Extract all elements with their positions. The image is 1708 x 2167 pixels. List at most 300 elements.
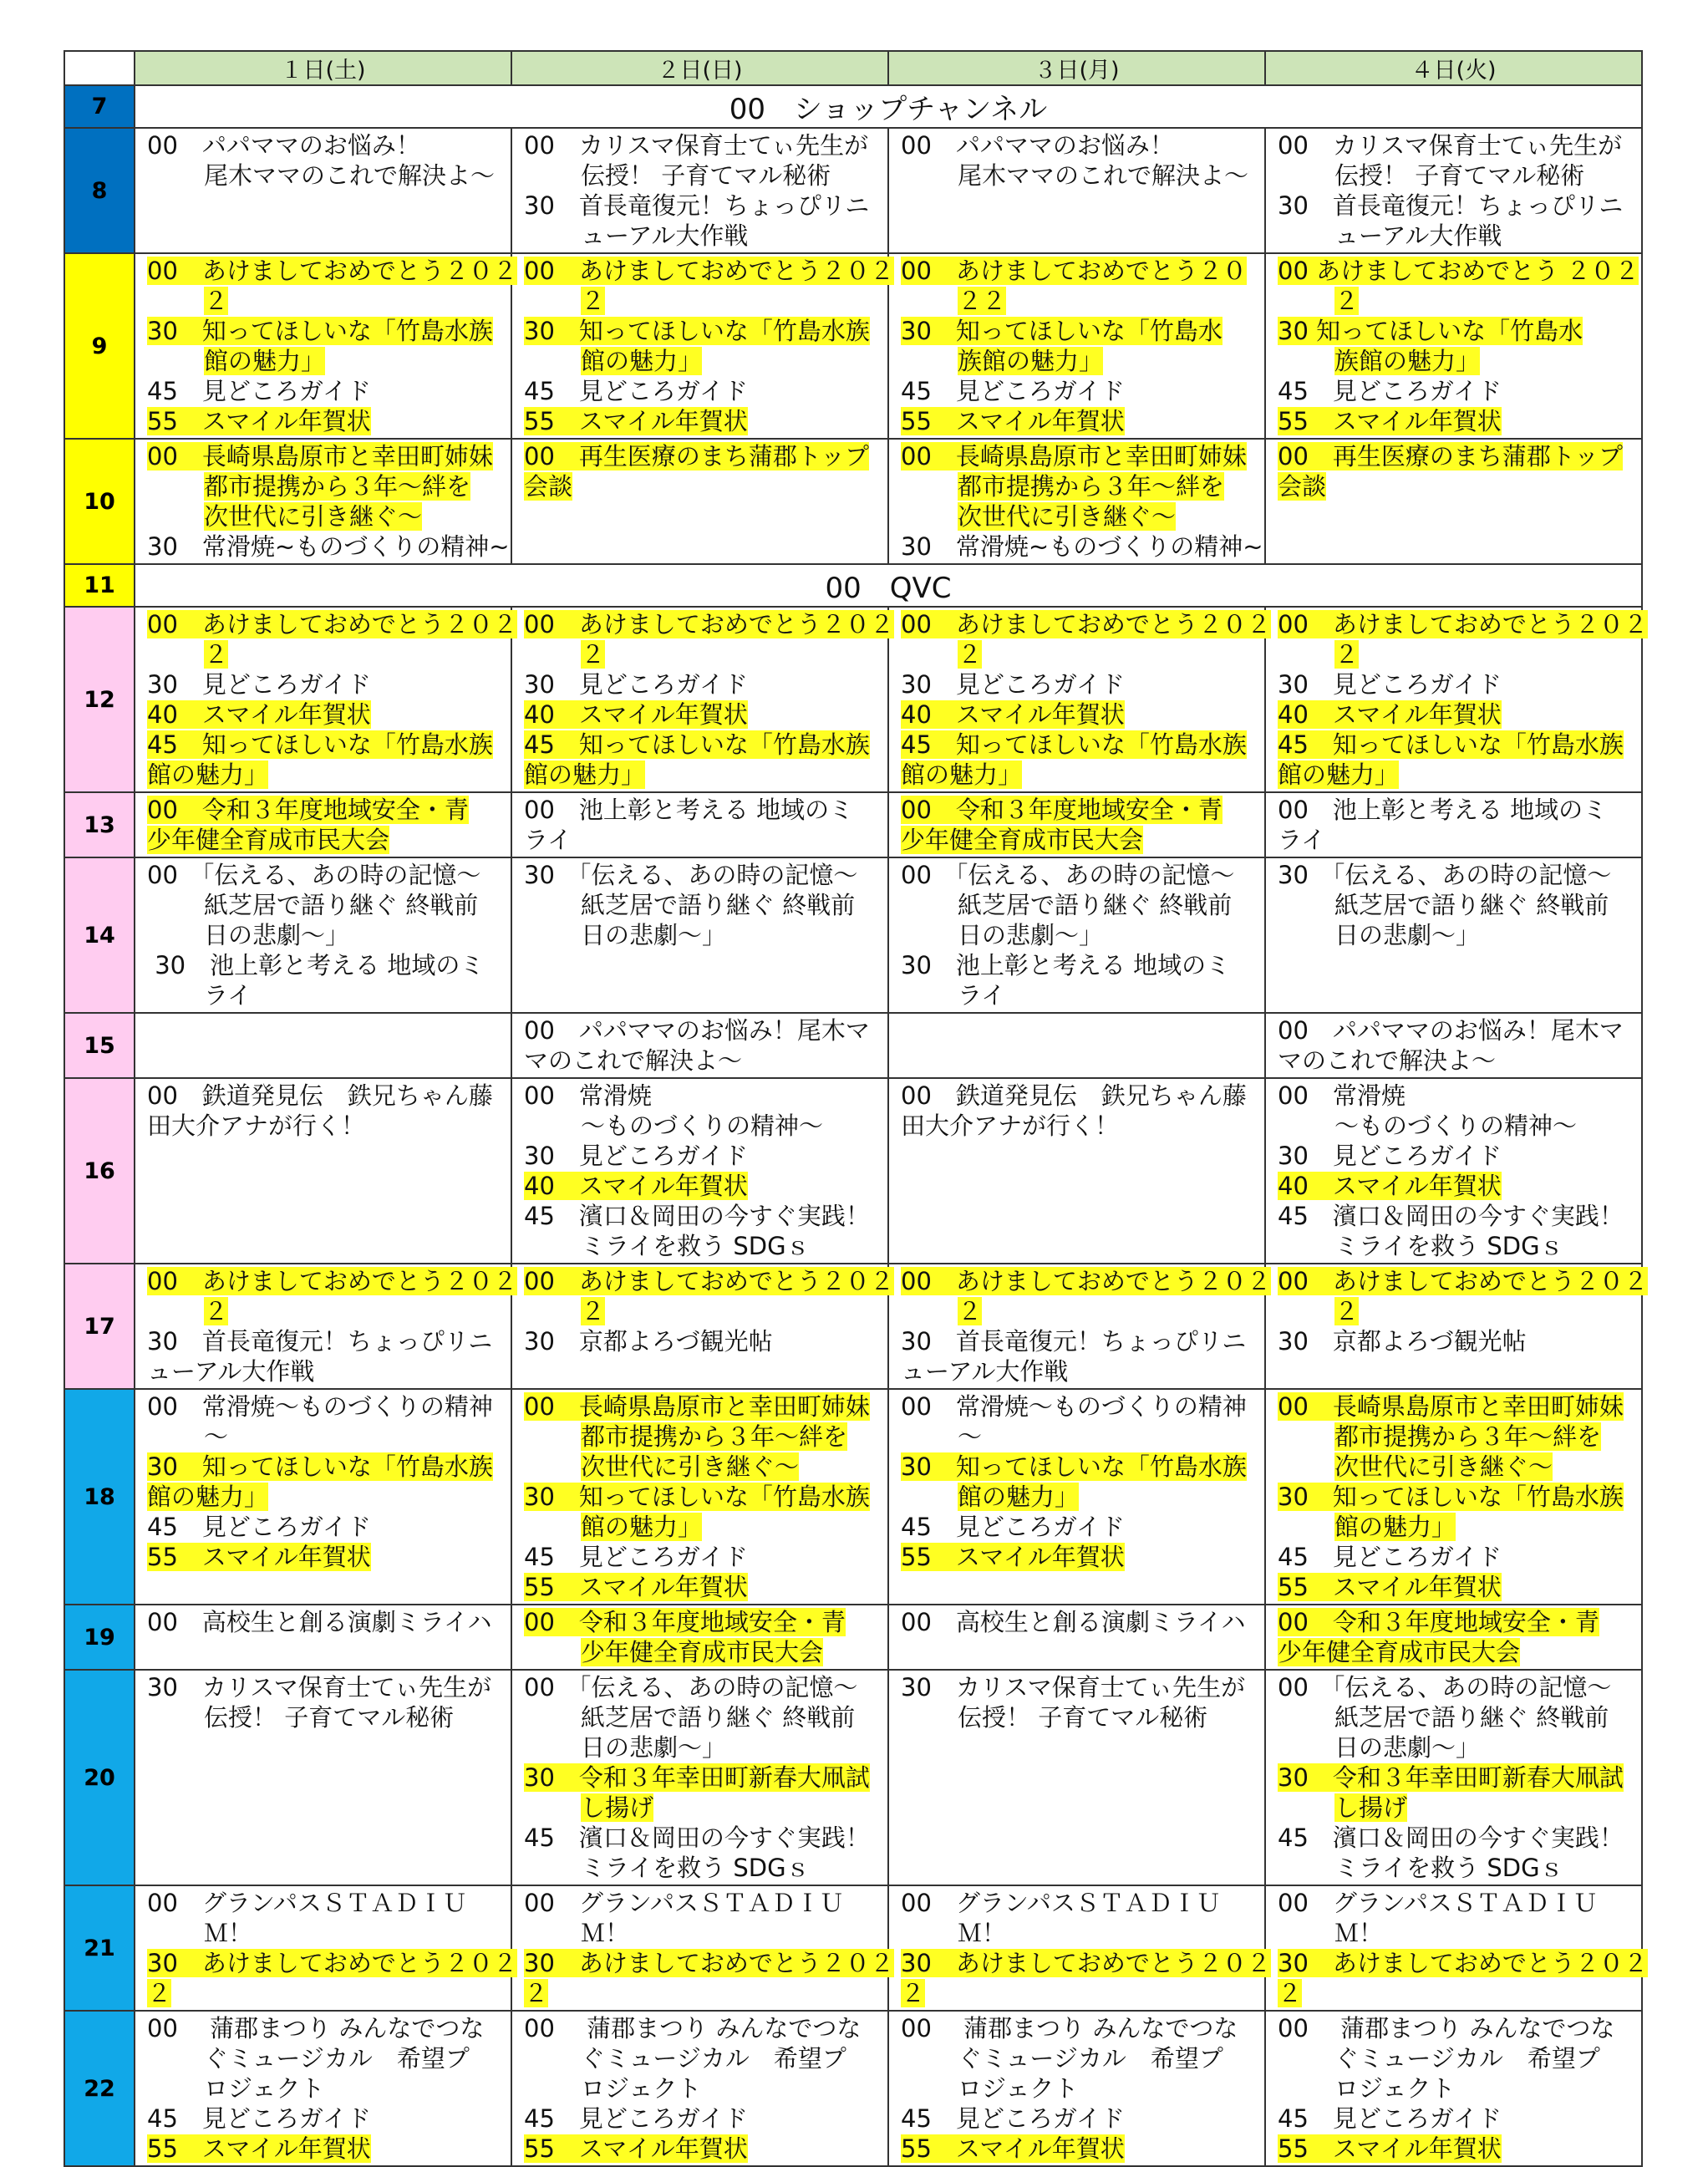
program-line — [524, 286, 879, 316]
program-text: ロジェクト — [581, 2074, 702, 2103]
program-text: 30 見どころガイド — [1278, 670, 1502, 699]
program-line — [901, 441, 1256, 471]
program-line — [1278, 609, 1648, 639]
program-text: 40 スマイル年賀状 — [524, 700, 748, 729]
program-text: 次世代に引き継ぐ～ — [1334, 1452, 1553, 1481]
program-line — [1278, 1141, 1633, 1171]
program-line — [1278, 191, 1633, 221]
program-line — [147, 2103, 502, 2134]
program-text: 30 「伝える、あの時の記憶～ — [1278, 861, 1612, 889]
program-line — [147, 532, 510, 562]
program-text: Ｍ！ — [204, 1919, 253, 1947]
program-cell — [135, 2011, 511, 2166]
program-line — [901, 2043, 1256, 2073]
program-line — [524, 406, 879, 436]
program-line — [147, 1422, 502, 1452]
program-text: ２ — [1334, 1297, 1360, 1325]
program-text: 少年健全育成市民大会 — [901, 826, 1144, 854]
program-text: 次世代に引き継ぐ～ — [581, 1452, 800, 1481]
program-text: ２ — [204, 640, 229, 669]
hour-label: 21 — [64, 1885, 135, 2011]
program-text: 30 知ってほしいな「竹島水 — [1278, 317, 1583, 345]
program-line — [147, 256, 517, 286]
program-line — [1278, 1572, 1633, 1602]
program-line — [524, 1482, 879, 1512]
program-line — [147, 1111, 502, 1141]
program-line — [1278, 1672, 1633, 1702]
program-text: 紙芝居で語り継ぐ 終戦前 — [581, 891, 856, 919]
program-line — [524, 1512, 879, 1542]
program-line — [524, 1732, 879, 1763]
program-cell — [1265, 1013, 1642, 1078]
program-text: 尾木ママのこれで解決よ～ — [958, 161, 1249, 190]
program-text: 00 パパママのお悩み！尾木マ — [1278, 1016, 1624, 1045]
program-line — [524, 1391, 879, 1422]
schedule-row — [64, 1670, 1642, 1885]
program-schedule-table — [64, 50, 1648, 2167]
program-cell — [888, 792, 1265, 857]
program-line — [1278, 669, 1633, 699]
program-text: 館の魅力」 — [147, 1483, 269, 1511]
program-text: 日の悲劇～」 — [581, 1733, 727, 1762]
program-line — [1278, 825, 1633, 855]
program-text: ューアル大作戦 — [147, 1357, 315, 1386]
program-line — [524, 1015, 879, 1045]
program-line — [1278, 1171, 1633, 1201]
program-line — [524, 1572, 879, 1602]
program-line — [901, 699, 1256, 730]
program-line — [147, 980, 502, 1010]
schedule-row — [64, 1013, 1642, 1078]
program-line — [147, 1918, 502, 1948]
program-line — [1278, 920, 1633, 950]
program-line — [901, 2073, 1256, 2103]
program-text: ～ — [958, 1422, 983, 1451]
day-header-row — [64, 51, 1642, 85]
program-text: 伝授！ 子育てマル秘術 — [958, 1703, 1208, 1732]
program-text: 00 蒲郡まつり みんなでつな — [1278, 2014, 1615, 2042]
program-line — [147, 130, 502, 160]
hour-label: 11 — [64, 564, 135, 607]
program-cell — [135, 439, 511, 564]
program-cell — [511, 439, 888, 564]
program-cell — [511, 128, 888, 253]
program-text: 45 知ってほしいな「竹島水族 — [147, 730, 493, 759]
program-cell — [135, 1670, 511, 1885]
program-line — [524, 1452, 879, 1482]
program-text: 55 スマイル年賀状 — [524, 2134, 748, 2163]
program-cell — [888, 607, 1271, 792]
program-text: 30 池上彰と考える 地域のミ — [147, 951, 485, 979]
program-line — [147, 920, 502, 950]
program-line — [1278, 730, 1633, 760]
program-cell — [888, 1885, 1271, 2011]
program-line — [524, 2103, 879, 2134]
program-line — [901, 316, 1256, 346]
program-line — [1278, 760, 1633, 790]
program-line — [147, 795, 502, 825]
program-text: 00 あけましておめでとう２０２ — [1278, 1267, 1648, 1295]
program-line — [901, 920, 1256, 950]
program-text: 会談 — [1278, 472, 1327, 501]
program-line — [1278, 1637, 1633, 1667]
program-line — [1278, 2043, 1633, 2073]
program-line — [1278, 795, 1633, 825]
program-cell — [135, 1264, 517, 1389]
program-text: ２ — [901, 1979, 926, 2007]
program-cell — [135, 792, 511, 857]
program-cell — [1265, 128, 1642, 253]
program-line — [901, 1081, 1256, 1111]
program-line — [1278, 1015, 1633, 1045]
program-line — [147, 860, 502, 890]
program-text: 30 首長竜復元！ちょっぴリニ — [1278, 191, 1624, 220]
program-line — [147, 609, 517, 639]
program-text: 30 首長竜復元！ちょっぴリニ — [147, 1327, 493, 1356]
program-line — [1278, 1607, 1633, 1637]
program-text: 00 池上彰と考える 地域のミ — [524, 796, 854, 824]
program-text: 00 長崎県島原市と幸田町姉妹 — [901, 442, 1247, 471]
program-text: 55 スマイル年賀状 — [147, 1543, 371, 1571]
program-line — [524, 1141, 879, 1171]
program-text: 45 濱口＆岡田の今すぐ実践！ — [524, 1824, 870, 1852]
program-text: 00 あけましておめでとう２０２ — [1278, 610, 1648, 638]
program-line — [524, 130, 879, 160]
program-line — [901, 1356, 1256, 1386]
program-cell — [888, 1264, 1271, 1389]
schedule-row — [64, 857, 1642, 1013]
program-line — [524, 221, 879, 251]
program-line — [147, 501, 502, 532]
program-text: 30 常滑焼~ものづくりの精神~ — [901, 532, 1263, 561]
program-text: 30 首長竜復元！ちょっぴリニ — [901, 1327, 1247, 1356]
program-text: 日の悲劇～」 — [1334, 1733, 1481, 1762]
program-line — [524, 1978, 879, 2008]
program-line — [1278, 1231, 1633, 1261]
program-text: 30 あけましておめでとう２０２ — [524, 1949, 894, 1977]
program-text: 30 池上彰と考える 地域のミ — [901, 951, 1231, 979]
program-line — [524, 699, 879, 730]
program-line — [147, 1607, 502, 1637]
corner-cell — [64, 51, 135, 85]
program-text: 00 パパママのお悩み！ — [147, 131, 420, 160]
program-line — [524, 825, 879, 855]
program-text: し揚げ — [1334, 1793, 1408, 1822]
program-text: 00 鉄道発見伝 鉄兄ちゃん藤 — [901, 1081, 1247, 1110]
program-line — [524, 2043, 879, 2073]
program-line — [524, 669, 879, 699]
program-text: 00 あけましておめでとう２０２ — [901, 1267, 1271, 1295]
program-text: 55 スマイル年賀状 — [524, 1573, 748, 1601]
program-cell — [135, 253, 517, 439]
program-line — [147, 1888, 502, 1918]
schedule-row — [64, 1264, 1642, 1389]
day-header-3: ３日(月) — [888, 51, 1265, 85]
program-line — [524, 1637, 879, 1667]
program-cell — [888, 857, 1265, 1013]
program-text: 00 令和３年度地域安全・青 — [1278, 1608, 1599, 1636]
program-text: マのこれで解決よ～ — [1278, 1046, 1497, 1075]
program-cell — [135, 1078, 511, 1264]
program-line — [1278, 1111, 1633, 1141]
program-cell — [1265, 253, 1642, 439]
program-text: 都市提携から３年～絆を — [581, 1422, 848, 1451]
program-line — [1278, 1702, 1633, 1732]
program-text: 伝授！ 子育てマル秘術 — [1334, 161, 1585, 190]
program-line — [901, 1948, 1271, 1978]
program-line — [1278, 1482, 1633, 1512]
program-line — [524, 1266, 894, 1296]
program-line — [147, 1702, 502, 1732]
program-text: Ｍ！ — [958, 1919, 1007, 1947]
program-line — [147, 1326, 502, 1356]
program-text: 00 長崎県島原市と幸田町姉妹 — [147, 442, 493, 471]
program-text: ぐミュージカル 希望プ — [958, 2044, 1223, 2073]
program-text: 館の魅力」 — [147, 760, 269, 789]
program-text: 00 あけましておめでとう２０２ — [147, 257, 517, 285]
program-text: ２ — [581, 640, 606, 669]
program-text: 40 スマイル年賀状 — [1278, 700, 1502, 729]
program-text: 55 スマイル年賀状 — [524, 407, 748, 435]
program-line — [524, 1918, 879, 1948]
program-line — [901, 2103, 1256, 2134]
program-text: 30 知ってほしいな「竹島水族 — [524, 1483, 870, 1511]
program-text: 55 スマイル年賀状 — [1278, 2134, 1502, 2163]
program-text: 55 スマイル年賀状 — [901, 2134, 1125, 2163]
program-text: 00 あけましておめでとう２０２ — [524, 1267, 894, 1295]
program-line — [147, 2013, 502, 2043]
hour-label: 10 — [64, 439, 135, 564]
program-line — [147, 890, 502, 920]
program-text: 30 見どころガイド — [524, 1142, 749, 1170]
program-text: 日の悲劇～」 — [1334, 921, 1481, 949]
program-text: 00 「伝える、あの時の記憶～ — [1278, 1673, 1612, 1702]
program-text: 少年健全育成市民大会 — [1278, 1638, 1521, 1666]
program-line — [147, 1948, 517, 1978]
program-line — [901, 639, 1256, 669]
program-text: 館の魅力」 — [204, 347, 326, 375]
program-line — [524, 1081, 879, 1111]
program-text: ューアル大作戦 — [1334, 221, 1502, 250]
program-text: 都市提携から３年～絆を — [1334, 1422, 1602, 1451]
program-text: 尾木ママのこれで解決よ～ — [204, 161, 496, 190]
program-line — [901, 1888, 1256, 1918]
program-text: 00 高校生と創る演劇ミライハ — [147, 1608, 492, 1636]
program-text: 00 「伝える、あの時の記憶～ — [524, 1673, 858, 1702]
program-text: ライ — [958, 981, 1006, 1010]
schedule-row — [64, 1605, 1642, 1670]
program-text: 45 濱口＆岡田の今すぐ実践！ — [1278, 1202, 1624, 1230]
schedule-row — [64, 439, 1642, 564]
program-text: 00 あけましておめでとう２０２ — [524, 610, 894, 638]
program-text: 30 あけましておめでとう２０２ — [1278, 1949, 1648, 1977]
program-line — [524, 1763, 879, 1793]
program-line — [1278, 1045, 1633, 1076]
program-cell — [135, 857, 511, 1013]
program-text: 紙芝居で語り継ぐ 終戦前 — [581, 1703, 856, 1732]
hour-label: 13 — [64, 792, 135, 857]
program-line — [524, 890, 879, 920]
program-text: 30 カリスマ保育士てぃ先生が — [901, 1673, 1246, 1702]
program-text: 日の悲劇～」 — [958, 921, 1104, 949]
program-cell — [888, 1078, 1265, 1264]
program-text: 族館の魅力」 — [958, 347, 1104, 375]
program-line — [1278, 1763, 1633, 1793]
program-text: 館の魅力」 — [1334, 1513, 1456, 1541]
program-line — [147, 950, 502, 980]
program-line — [1278, 1391, 1633, 1422]
program-text: 30 あけましておめでとう２０２ — [147, 1949, 517, 1977]
program-line — [1278, 1542, 1633, 1572]
program-line — [901, 1422, 1256, 1452]
program-cell — [135, 1605, 511, 1670]
program-cell — [511, 1264, 894, 1389]
program-text: 40 スマイル年賀状 — [524, 1172, 748, 1200]
program-line — [1278, 2103, 1633, 2134]
hour-label: 7 — [64, 85, 135, 128]
program-text: 館の魅力」 — [901, 760, 1023, 789]
program-line — [901, 1391, 1256, 1422]
program-line — [901, 1452, 1256, 1482]
program-line — [901, 890, 1256, 920]
program-line — [901, 980, 1256, 1010]
program-text: 00 蒲郡まつり みんなでつな — [524, 2014, 862, 2042]
program-line — [1278, 1422, 1633, 1452]
program-text: ライ — [204, 981, 252, 1010]
channel-block: 00 ショップチャンネル — [135, 85, 1642, 128]
program-cell — [511, 1670, 888, 1885]
program-line — [1278, 699, 1633, 730]
program-line — [1278, 860, 1633, 890]
program-line — [524, 346, 879, 376]
program-text: ロジェクト — [204, 2074, 325, 2103]
program-text: ～ものづくりの精神～ — [581, 1111, 824, 1140]
program-line — [1278, 1918, 1633, 1948]
program-line — [147, 160, 502, 191]
program-text: 40 スマイル年賀状 — [901, 700, 1125, 729]
program-text: ２２ — [958, 287, 1007, 315]
program-line — [901, 1512, 1256, 1542]
program-line — [524, 639, 879, 669]
program-line — [901, 256, 1256, 286]
program-line — [147, 1482, 502, 1512]
day-header-2: ２日(日) — [511, 51, 888, 85]
program-text: ２ — [1278, 1979, 1303, 2007]
program-line — [147, 669, 502, 699]
program-text: 館の魅力」 — [958, 1483, 1080, 1511]
program-line — [524, 1672, 879, 1702]
program-cell — [1265, 1605, 1642, 1670]
program-text: 30 知ってほしいな「竹島水 — [901, 317, 1223, 345]
program-text: 00 鉄道発見伝 鉄兄ちゃん藤 — [147, 1081, 493, 1110]
program-text: 00 再生医療のまち蒲郡トップ — [524, 442, 870, 471]
program-line — [1278, 1793, 1633, 1823]
hour-label: 18 — [64, 1389, 135, 1605]
program-text: 00 あけましておめでとう２０２ — [147, 1267, 517, 1295]
program-text: 00 蒲郡まつり みんなでつな — [147, 2014, 485, 2042]
program-cell — [1265, 792, 1642, 857]
program-cell — [1265, 1670, 1642, 1885]
program-text: ミライを救う SDGｓ — [581, 1854, 811, 1882]
program-text: 00 グランパスＳＴＡＤＩＵ — [147, 1889, 467, 1917]
hour-label: 16 — [64, 1078, 135, 1264]
program-line — [901, 1326, 1256, 1356]
schedule-row — [64, 564, 1642, 607]
program-line — [147, 1296, 502, 1326]
program-line — [1278, 1296, 1633, 1326]
program-text: マのこれで解決よ～ — [524, 1046, 743, 1075]
program-text: 00 グランパスＳＴＡＤＩＵ — [524, 1889, 844, 1917]
program-line — [901, 406, 1256, 436]
program-text: 55 スマイル年賀状 — [1278, 1573, 1502, 1601]
program-line — [524, 1171, 879, 1201]
program-line — [1278, 1081, 1633, 1111]
program-cell — [135, 128, 511, 253]
program-text: 30 知ってほしいな「竹島水族 — [524, 317, 870, 345]
program-cell — [1265, 2011, 1642, 2166]
program-text: 00 あけましておめでとう２０２ — [524, 257, 894, 285]
program-text: 少年健全育成市民大会 — [581, 1638, 824, 1666]
program-text: 45 見どころガイド — [147, 377, 372, 405]
program-line — [901, 286, 1256, 316]
hour-label: 12 — [64, 607, 135, 792]
hour-label: 9 — [64, 253, 135, 439]
program-text: 次世代に引き継ぐ～ — [204, 502, 423, 531]
program-line — [901, 1296, 1256, 1326]
program-cell — [511, 1389, 888, 1605]
program-line — [1278, 1978, 1633, 2008]
program-line — [901, 501, 1256, 532]
program-text: Ｍ！ — [1334, 1919, 1384, 1947]
program-text: 00 令和３年度地域安全・青 — [524, 1608, 846, 1636]
program-line — [524, 1888, 879, 1918]
program-line — [147, 1081, 502, 1111]
program-text: 45 見どころガイド — [524, 2104, 749, 2133]
program-line — [147, 471, 502, 501]
program-line — [147, 441, 502, 471]
schedule-row — [64, 128, 1642, 253]
program-cell — [135, 1389, 511, 1605]
program-text: 45 知ってほしいな「竹島水族 — [901, 730, 1247, 759]
program-cell — [511, 1605, 888, 1670]
schedule-row — [64, 1389, 1642, 1605]
program-line — [524, 1422, 879, 1452]
program-line — [524, 1045, 879, 1076]
program-line — [1278, 346, 1633, 376]
program-text: 45 見どころガイド — [147, 1513, 372, 1541]
program-line — [524, 730, 879, 760]
program-text: 00 蒲郡まつり みんなでつな — [901, 2014, 1238, 2042]
program-text: 日の悲劇～」 — [204, 921, 350, 949]
program-text: 45 見どころガイド — [147, 2104, 372, 2133]
program-line — [524, 2013, 879, 2043]
program-line — [147, 760, 502, 790]
hour-label: 14 — [64, 857, 135, 1013]
program-line — [147, 406, 502, 436]
program-cell — [511, 857, 888, 1013]
program-text: 30 見どころガイド — [147, 670, 372, 699]
program-cell — [888, 1605, 1265, 1670]
program-text: 00 令和３年度地域安全・青 — [147, 796, 469, 824]
program-text: ２ — [958, 640, 983, 669]
program-line — [524, 1201, 879, 1231]
program-text: 45 見どころガイド — [1278, 377, 1502, 405]
program-line — [147, 346, 502, 376]
program-line — [147, 1542, 502, 1572]
program-line — [1278, 316, 1633, 346]
program-text: 都市提携から３年～絆を — [958, 472, 1225, 501]
program-cell — [1265, 607, 1648, 792]
